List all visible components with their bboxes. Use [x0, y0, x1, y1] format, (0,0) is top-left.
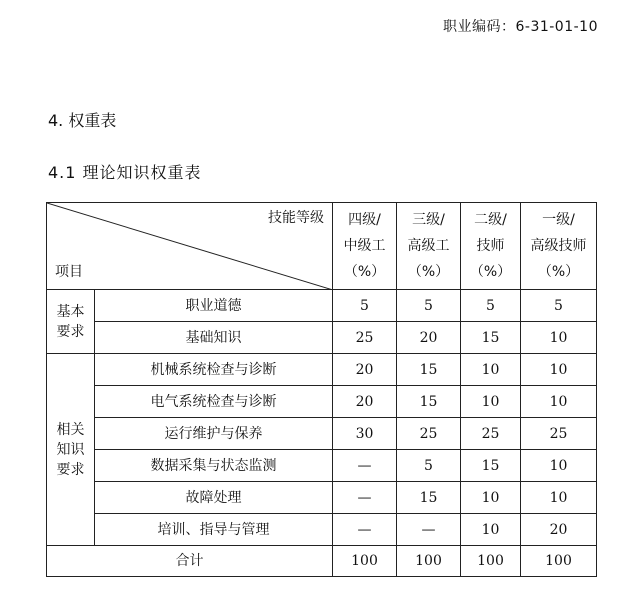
value-cell: —	[397, 514, 461, 546]
value-cell: 10	[521, 354, 597, 386]
value-cell: 15	[397, 482, 461, 514]
section-title: 4. 权重表	[48, 111, 117, 130]
item-name: 培训、指导与管理	[95, 514, 333, 546]
value-cell: 10	[521, 450, 597, 482]
value-cell: 20	[333, 354, 397, 386]
group-label-basic: 基本 要求	[47, 290, 95, 354]
level-header-1: 一级/ 高级技师 （%）	[521, 203, 597, 290]
value-cell: 10	[461, 482, 521, 514]
value-cell: 25	[333, 322, 397, 354]
table-row	[47, 290, 597, 322]
value-cell: —	[333, 514, 397, 546]
total-value: 100	[461, 546, 521, 577]
value-cell: 10	[521, 482, 597, 514]
table-row	[47, 322, 597, 354]
corner-level-label: 技能等级	[268, 210, 324, 226]
table-row	[47, 482, 597, 514]
value-cell: 5	[461, 290, 521, 322]
item-name: 运行维护与保养	[95, 418, 333, 450]
corner-header-cell	[47, 203, 333, 290]
level-header-2: 二级/ 技师 （%）	[461, 203, 521, 290]
subsection-title: 4.1 理论知识权重表	[48, 163, 202, 182]
value-cell: 15	[397, 386, 461, 418]
group-label-related: 相关 知识 要求	[47, 354, 95, 546]
total-value: 100	[521, 546, 597, 577]
table-row	[47, 354, 597, 386]
total-value: 100	[333, 546, 397, 577]
value-cell: 25	[397, 418, 461, 450]
value-cell: 10	[461, 386, 521, 418]
value-cell: 10	[521, 322, 597, 354]
value-cell: 10	[461, 354, 521, 386]
value-cell: 20	[521, 514, 597, 546]
value-cell: 5	[397, 290, 461, 322]
table-row	[47, 514, 597, 546]
value-cell: —	[333, 450, 397, 482]
value-cell: 30	[333, 418, 397, 450]
value-cell: 5	[397, 450, 461, 482]
total-label: 合计	[47, 546, 333, 577]
value-cell: 15	[461, 322, 521, 354]
value-cell: 5	[521, 290, 597, 322]
item-name: 职业道德	[95, 290, 333, 322]
item-name: 数据采集与状态监测	[95, 450, 333, 482]
total-row	[47, 546, 597, 577]
item-name: 机械系统检查与诊断	[95, 354, 333, 386]
item-name: 故障处理	[95, 482, 333, 514]
value-cell: 10	[461, 514, 521, 546]
table-row	[47, 450, 597, 482]
occupation-code: 职业编码：6-31-01-10	[442, 19, 598, 35]
value-cell: 20	[333, 386, 397, 418]
table-row	[47, 386, 597, 418]
level-header-3: 三级/ 高级工 （%）	[397, 203, 461, 290]
value-cell: 15	[397, 354, 461, 386]
table-header-row	[47, 203, 597, 290]
value-cell: —	[333, 482, 397, 514]
corner-item-label: 项目	[55, 264, 83, 280]
item-name: 电气系统检查与诊断	[95, 386, 333, 418]
item-name: 基础知识	[95, 322, 333, 354]
value-cell: 25	[521, 418, 597, 450]
table-row	[47, 418, 597, 450]
value-cell: 5	[333, 290, 397, 322]
value-cell: 10	[521, 386, 597, 418]
weight-table	[46, 202, 597, 577]
value-cell: 25	[461, 418, 521, 450]
level-header-4: 四级/ 中级工 （%）	[333, 203, 397, 290]
value-cell: 15	[461, 450, 521, 482]
value-cell: 20	[397, 322, 461, 354]
total-value: 100	[397, 546, 461, 577]
